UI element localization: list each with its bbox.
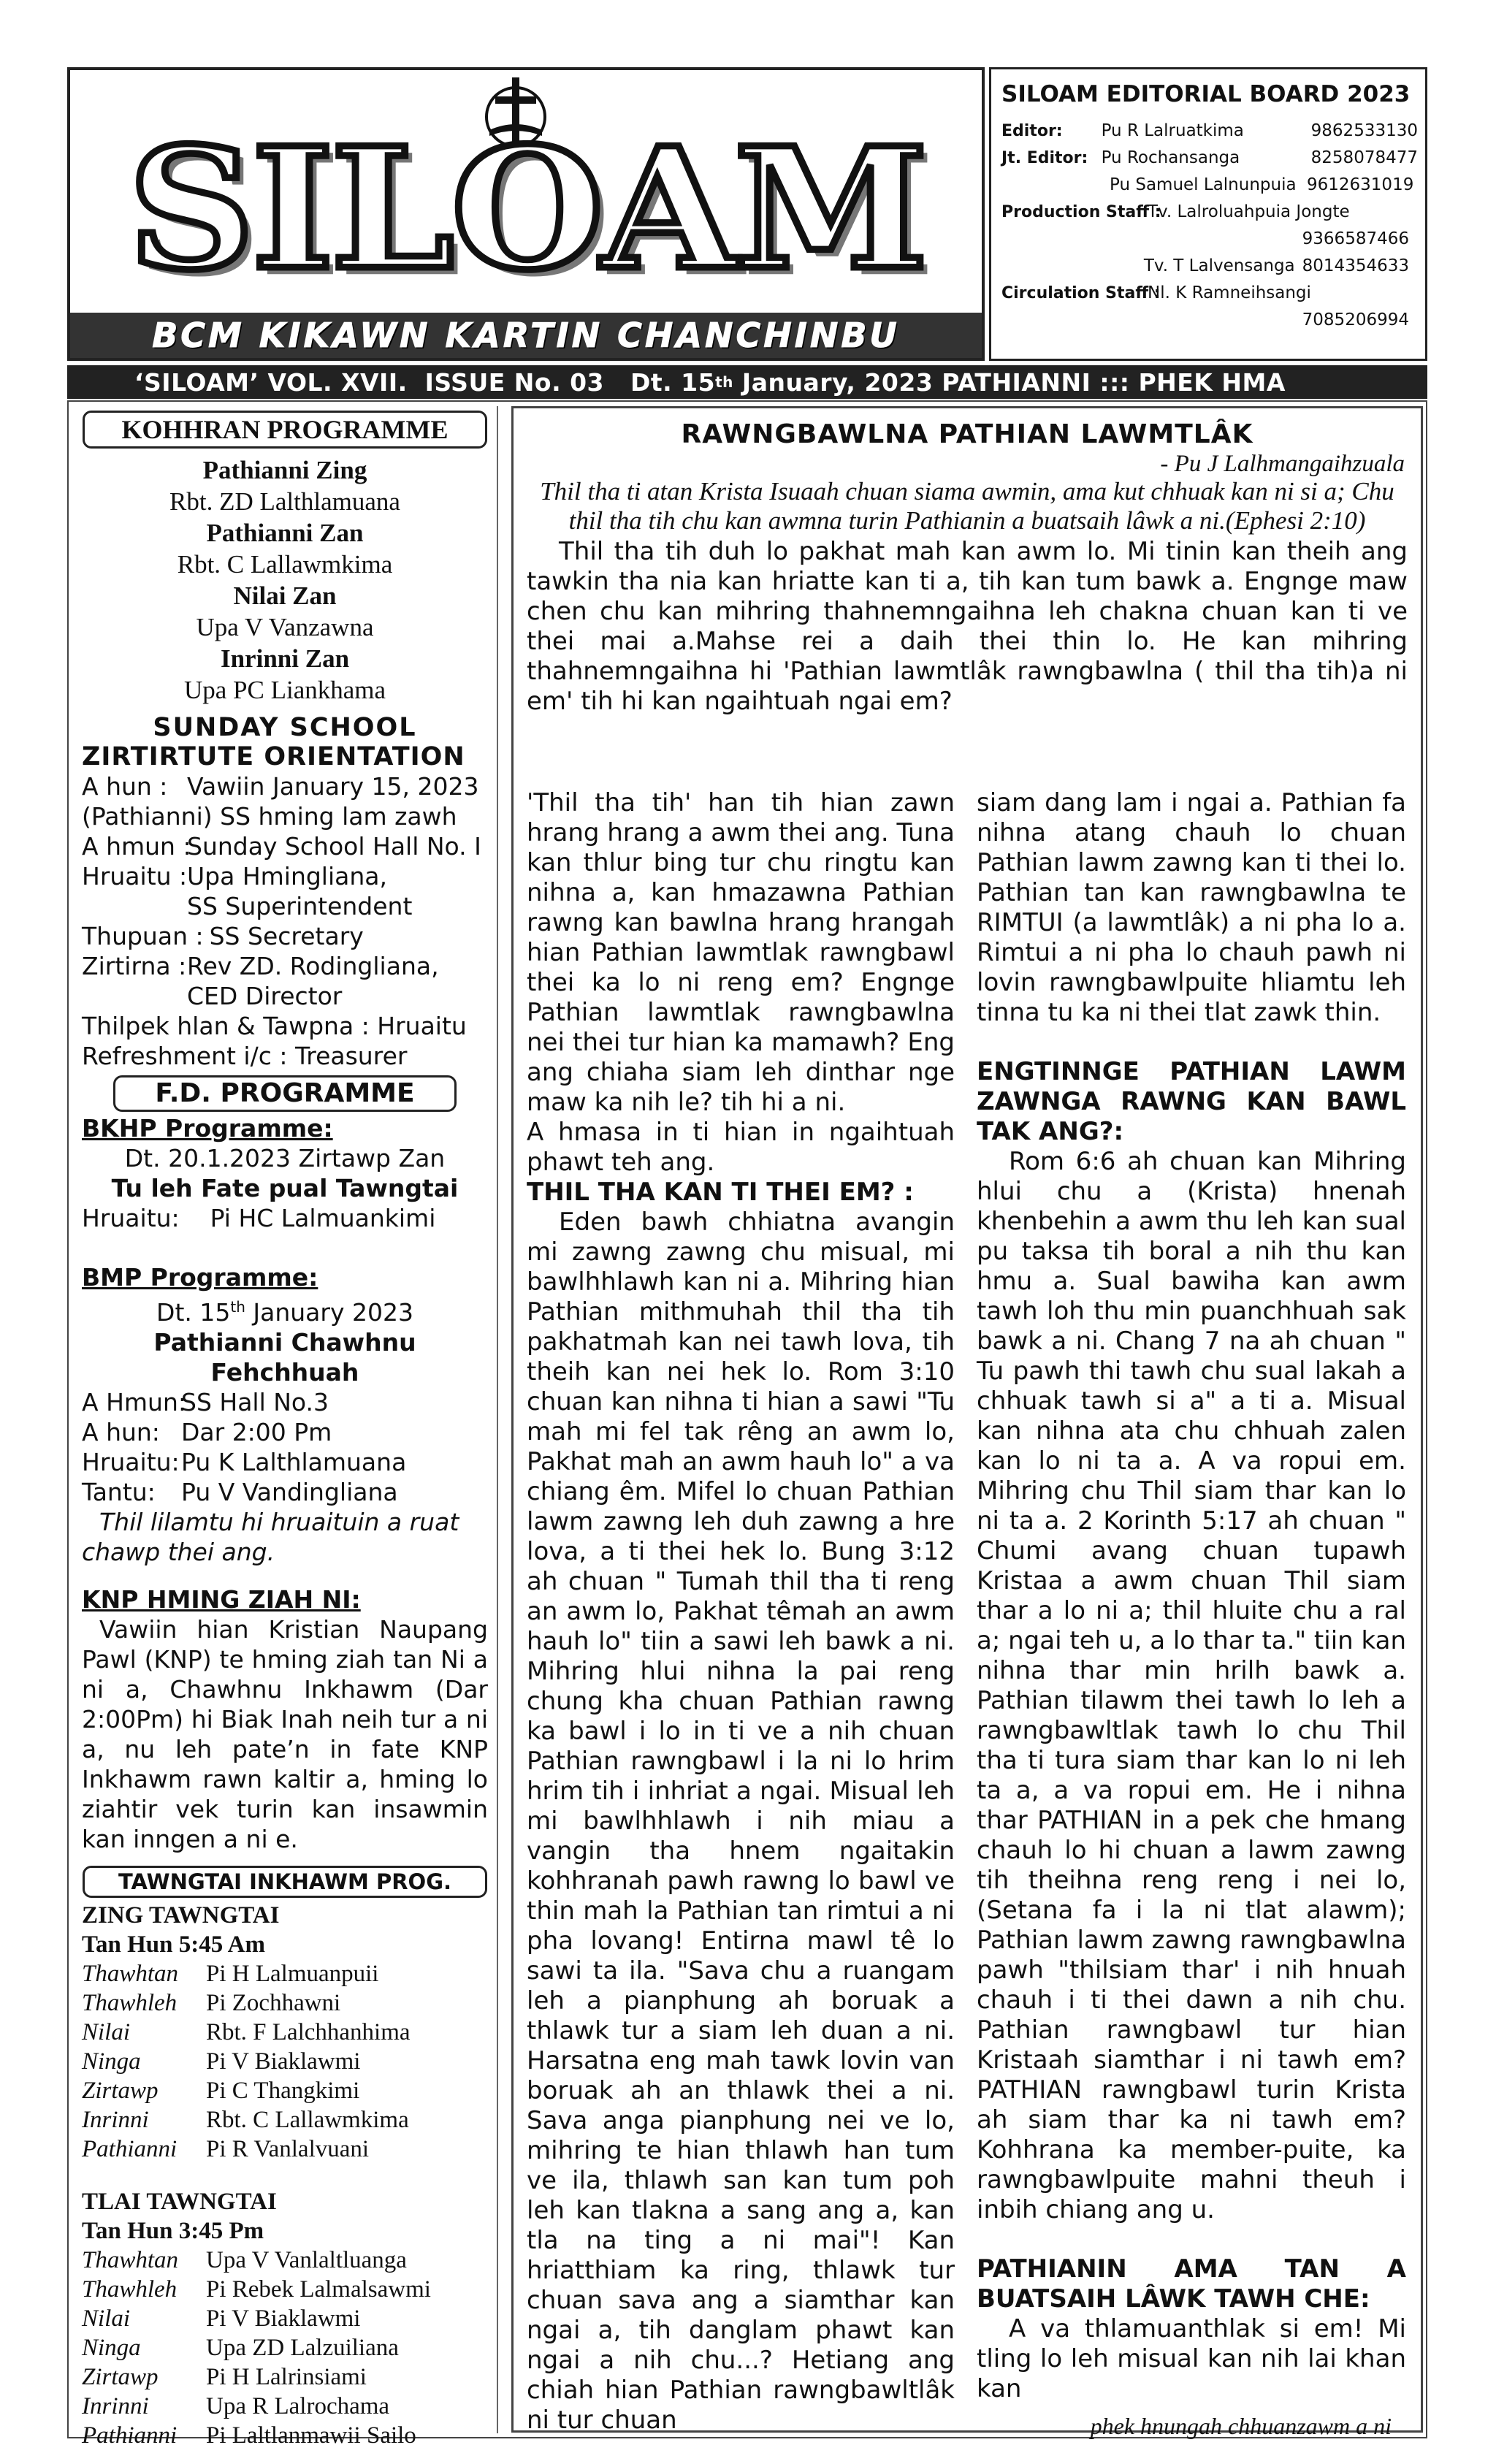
preacher-name: Rbt. C Lallawmkima xyxy=(177,550,393,579)
bkhp-event: Tu leh Fate pual Tawngtai xyxy=(111,1174,459,1202)
schedule-day: Thawhtan xyxy=(82,1961,179,1987)
detail-value: SS Hall No.3 xyxy=(181,1388,329,1416)
staff-name: Tv. Lalroluahpuia Jongte xyxy=(1148,202,1350,221)
article-verse: Thil tha ti atan Krista Isuaah chuan siama awmin, ama kut chhuak kan ni si a; Chu thil tha tih chu kan awmna turin Pathianin a buatsaih lâwk a ni.(Ephesi 2:10) xyxy=(540,477,1394,535)
schedule-row xyxy=(82,2275,431,2304)
schedule-name: Pi V Biaklawmi xyxy=(206,2048,361,2075)
article-paragraph: 'Thil tha tih' han tih hian zawn hrang hrang a awm thei ang. Tuna kan thlur bing tur chu ringtu kan nihna a, kan hmazawna Pathian rawng kan bawlna hrang hrangah hian Pathian lawmtlak rawngbawl thei ka lo ni reng em? Engnge Pathian lawmtlak rawngbawlna nei thei tur hian ka mamawh? Eng ang chiaha siam leh dinthar nge maw ka nih le? tih hi a ni. xyxy=(527,788,955,1117)
masthead-subtitle: BCM KIKAWN KARTIN CHANCHINBU xyxy=(70,313,982,358)
schedule-name: Rbt. F Lalchhanhima xyxy=(206,2019,411,2045)
service-name: Nilai Zan xyxy=(233,581,337,610)
detail-value: (Pathianni) SS hming lam zawh xyxy=(82,802,457,831)
staff-name: Pu R Lalruatkima xyxy=(1101,121,1244,140)
staff-phone: 9862533130 xyxy=(1310,121,1418,140)
zing-schedule xyxy=(82,1959,411,2164)
left-column xyxy=(70,406,498,2449)
schedule-row xyxy=(82,2246,431,2275)
schedule-day: Zirtawp xyxy=(82,2364,159,2390)
article-title: RAWNGBAWLNA PATHIAN LAWMTLÂK xyxy=(681,419,1253,449)
schedule-row xyxy=(82,2047,411,2076)
schedule-name: Pi Rebek Lalmalsawmi xyxy=(206,2276,431,2303)
knp-body: Vawiin hian Kristian Naupang Pawl (KNP) te hming ziah tan Ni a ni a, Chawhnu Inkhawm (Dar 2:00Pm) hi Biak Inah neih tur a ni a, nu leh pate’n in fate KNP Inkhawm rawn kaltir a, hming lo ziahtir vek turin kan insawmin kan inngen a ni e. xyxy=(82,1615,488,1853)
staff-phone: 8014354633 xyxy=(1302,256,1409,275)
bmp-date-month: January 2023 xyxy=(245,1298,413,1327)
detail-label: A hmun : xyxy=(82,832,191,861)
tlai-tawngtai-heading: TLAI TAWNGTAI xyxy=(82,2189,277,2215)
schedule-day: Pathianni xyxy=(82,2136,178,2162)
bmp-note: Thil lilamtu hi hruaituin a ruat chawp thei ang. xyxy=(82,1508,459,1566)
schedule-day: Pathianni xyxy=(82,2422,178,2449)
schedule-name: Pi Zochhawni xyxy=(206,1990,341,2016)
preacher-name: Upa PC Liankhama xyxy=(183,676,386,704)
schedule-row xyxy=(82,2421,431,2450)
schedule-day: Nilai xyxy=(82,2019,131,2045)
schedule-row xyxy=(82,2392,431,2421)
schedule-day: Ninga xyxy=(82,2335,141,2361)
tlai-time: Tan Hun 3:45 Pm xyxy=(82,2218,264,2244)
tlai-schedule xyxy=(82,2246,431,2450)
service-name: Pathianni Zan xyxy=(206,519,364,547)
article-paragraph: A hmasa in ti hian in ngaihtuah phawt teh ang. xyxy=(527,1118,955,1177)
detail-value: Dar 2:00 Pm xyxy=(181,1418,332,1446)
article-paragraph: A va thlamuanthlak si em! Mi tling lo leh misual kan nih lai khan kan xyxy=(977,2314,1406,2403)
staff-phone: 7085206994 xyxy=(1302,310,1409,329)
role-label: Editor: xyxy=(1001,122,1063,140)
preacher-name: Rbt. ZD Lalthlamuana xyxy=(169,487,400,516)
schedule-day: Inrinni xyxy=(82,2393,149,2419)
editorial-row xyxy=(1001,226,1418,253)
schedule-name: Pi Laltlanmawii Sailo xyxy=(206,2422,416,2449)
schedule-row xyxy=(82,1959,411,1988)
detail-value: Thilpek hlan & Tawpna : Hruaitu xyxy=(82,1012,467,1040)
schedule-day: Zirtawp xyxy=(82,2078,159,2104)
detail-value: Upa Hmingliana, xyxy=(187,862,387,890)
knp-heading: KNP HMING ZIAH NI: xyxy=(82,1585,361,1614)
detail-value: Pu K Lalthlamuana xyxy=(181,1448,407,1476)
fd-programme-heading: F.D. PROGRAMME xyxy=(113,1075,457,1112)
schedule-name: Pi V Biaklawmi xyxy=(206,2305,361,2332)
kohhran-list xyxy=(82,454,488,706)
article-box xyxy=(511,406,1423,2439)
detail-value: SS Superintendent xyxy=(187,892,413,920)
schedule-row xyxy=(82,2135,411,2164)
editorial-row xyxy=(1001,199,1418,226)
preacher-name: Upa V Vanzawna xyxy=(196,613,374,641)
article-subheading: ENGTINNGE PATHIAN LAWM ZAWNGA RAWNG KAN BAWL TAK ANG?: xyxy=(977,1057,1406,1146)
sunday-school-details xyxy=(82,771,488,1071)
service-name: Inrinni Zan xyxy=(220,644,350,673)
bkhp-heading: BKHP Programme: xyxy=(82,1114,333,1143)
schedule-day: Thawhleh xyxy=(82,1990,178,2016)
article-paragraph: siam dang lam i ngai a. Pathian fa nihna atang chauh lo chuan Pathian lawm zawng kan ti thei lo. Pathian tan kan rawngbawlna te RIMTUI (a lawmtlâk) a ni pha lo a. Rimtui a ni pha lo chauh pawh ni lovin rawngbawlpuite hliamtu leh tinna tu ka ni thei tlat zawk thin. xyxy=(977,788,1406,1027)
detail-value: Vawiin January 15, 2023 xyxy=(187,772,479,801)
schedule-row xyxy=(82,2333,431,2362)
schedule-row xyxy=(82,2362,431,2392)
issue-date-sup: th xyxy=(715,373,733,391)
issue-info: ‘SILOAM’ VOL. XVII. ISSUE No. 03 Dt. 15 xyxy=(134,367,716,397)
schedule-row xyxy=(82,2018,411,2047)
schedule-row xyxy=(82,2304,431,2333)
editorial-row xyxy=(1001,280,1418,307)
schedule-name: Pi H Lalmuanpuii xyxy=(206,1961,379,1987)
issue-bar xyxy=(67,365,1427,399)
schedule-day: Thawhtan xyxy=(82,2247,179,2273)
article-intro: Thil tha tih duh lo pakhat mah kan awm lo. Mi tinin kan theih ang tawkin tha nia kan hriatte kan ti a, tih kan tum bawk a. Engnge maw chen chu kan mihring thahnemngaihna leh chakna chuan kan ti ve thei mai a.Mahse rei a daih thei thin lo. He kan mihring thahnemngaihna hi 'Pathian lawmtlâk rawngbawlna ( thil tha tih)a ni em' tih hi kan ngaihtuah ngai em? xyxy=(527,537,1408,716)
masthead xyxy=(67,67,985,361)
article-subheading: THIL THA KAN TI THEI EM? : xyxy=(527,1178,914,1207)
schedule-row xyxy=(82,2076,411,2105)
bmp-date-sup: th xyxy=(230,1298,245,1316)
schedule-day: Ninga xyxy=(82,2048,141,2075)
staff-phone: 9366587466 xyxy=(1302,229,1409,248)
kohhran-programme-heading: KOHHRAN PROGRAMME xyxy=(83,411,487,449)
bmp-date-day: Dt. 15 xyxy=(156,1298,231,1327)
detail-label: A hun: xyxy=(82,1418,160,1446)
bkhp-leader: Hruaitu: Pi HC Lalmuankimi xyxy=(82,1204,436,1232)
staff-name: Tv. T Lalvensanga xyxy=(1143,256,1295,275)
detail-label: A Hmun: xyxy=(82,1388,186,1416)
editorial-board-title: SILOAM EDITORIAL BOARD 2023 xyxy=(1001,81,1411,107)
zing-tawngtai-heading: ZING TAWNGTAI xyxy=(82,1902,280,1929)
staff-phone: 9612631019 xyxy=(1307,175,1414,194)
detail-label: Thupuan : xyxy=(82,922,204,950)
editorial-row xyxy=(1001,172,1418,199)
issue-date: January, 2023 PATHIANNI ::: PHEK HMA xyxy=(733,367,1286,397)
detail-label: Hruaitu : xyxy=(82,862,188,890)
detail-label: Tantu: xyxy=(82,1478,156,1506)
bmp-event: Pathianni Chawhnu Fehchhuah xyxy=(153,1328,416,1387)
article-paragraph: Eden bawh chhiatna avangin mi zawng zawng chu misual, mi bawlhhlawh kan ni a. Mihring hian Pathian mithmuhah thil tha tih pakhatmah kan nei tawh lova, tih theih kan nei hek lo. Rom 3:10 chuan kan nihna ti hian a sawi "Tu mah mi fel tak rêng an awm lo, Pakhat mah an awm hauh lo" a va chiang êm. Mifel lo chuan Pathian lawm zawng leh duh zawng a hre lova, a ti thei hek lo. Bung 3:12 ah chuan " Tumah thil tha ti reng an awm lo, Pakhat têmah an awm hauh lo" tiin a sawi leh bawk a ni. Mihring hlui nihna la pai reng chung kha chuan Pathian rawng ka bawl i lo in ti ve a nih chuan Pathian rawngbawl i la ni lo hrim hrim tih i inhriat a ngai. Misual leh mi bawlhhlawh i nih miau a vangin tha hnem ngaitakin kohhranah pawh rawng lo bawl ve thin mah la Pathian tan rimtui a ni pha lovang! Entirna mawl tê lo sawi ta ila. "Sava chu a ruangam leh a pianphung ah boruak a thlawk tur a siam leh duan a ni. Harsatna eng mah tawk lovin van boruak ah an thlawk thei a ni. Sava anga pianphung nei ve lo, mihring te hian thlawh han tum ve ila, thlawh san kan tum poh leh kan tlakna a sang ang a, kan tla na ting a ni mai"! Kan hriatthiam ka ring, thlawk tur chuan sava ang a siamthar kan ngai a, tih danglam phawt kan ngai a nih chu...? Hetiang ang chiah hian Pathian rawngbawltlâk ni tur chuan xyxy=(527,1208,955,2435)
detail-value: Refreshment i/c : Treasurer xyxy=(82,1042,408,1070)
detail-value: SS Secretary xyxy=(209,922,364,950)
detail-value: Pu V Vandingliana xyxy=(181,1478,398,1506)
tawngtai-heading: TAWNGTAI INKHAWM PROG. xyxy=(83,1866,487,1898)
schedule-name: Upa R Lalrochama xyxy=(206,2393,390,2419)
detail-label: Zirtirna : xyxy=(82,952,187,980)
schedule-row xyxy=(82,2105,411,2135)
sunday-school-subheading: ZIRTIRTUTE ORIENTATION xyxy=(82,742,465,771)
schedule-day: Inrinni xyxy=(82,2107,149,2133)
editorial-board xyxy=(989,67,1427,361)
sunday-school-heading: SUNDAY SCHOOL xyxy=(153,713,417,742)
staff-name: Pu Rochansanga xyxy=(1101,148,1240,167)
service-name: Pathianni Zing xyxy=(202,456,367,484)
role-label: Circulation Staff : xyxy=(1001,284,1161,302)
schedule-name: Pi R Vanlalvuani xyxy=(206,2136,370,2162)
editorial-row xyxy=(1001,118,1418,145)
editorial-row xyxy=(1001,307,1418,334)
schedule-name: Pi H Lalrinsiami xyxy=(206,2364,367,2390)
article-column-1 xyxy=(527,788,955,2436)
detail-value: Sunday School Hall No. I xyxy=(187,832,481,861)
staff-phone: 8258078477 xyxy=(1310,148,1418,167)
schedule-name: Upa V Vanlaltluanga xyxy=(206,2247,407,2273)
staff-name: Nl. K Ramneihsangi xyxy=(1148,283,1311,302)
role-label: Jt. Editor: xyxy=(1001,149,1088,167)
detail-value: CED Director xyxy=(187,982,343,1010)
article-subheading: PATHIANIN AMA TAN A BUATSAIH LÂWK TAWH CHE: xyxy=(977,2254,1406,2314)
article-author: - Pu J Lalhmangaihzuala xyxy=(1160,451,1405,477)
siloam-logo: SILOAM xyxy=(128,111,926,307)
schedule-day: Thawhleh xyxy=(82,2276,178,2303)
continued-note: phek hnungah chhuanzawm a ni xyxy=(1090,2413,1392,2439)
detail-label: A hun : xyxy=(82,772,168,801)
schedule-day: Nilai xyxy=(82,2305,131,2332)
schedule-name: Rbt. C Lallawmkima xyxy=(206,2107,409,2133)
schedule-row xyxy=(82,1988,411,2018)
detail-value: Rev ZD. Rodingliana, xyxy=(187,952,439,980)
editorial-row xyxy=(1001,145,1418,172)
role-label: Production Staff : xyxy=(1001,203,1161,221)
staff-name: Pu Samuel Lalnunpuia xyxy=(1110,175,1297,194)
article-paragraph: Rom 6:6 ah chuan kan Mihring hlui chu a (Krista) hnenah khenbehin a awm thu leh kan sual pu taksa tih boral a nih thu kan hmu a. Sual bawiha kan awm tawh loh thu min puanchhuah sak bawk a ni. Chang 7 na ah chuan " Tu pawh thi tawh chu sual lakah a chhuak tawh si a" a ti a. Misual kan nihna ata chu chhuah zalen kan lo ni ta a. A va ropui em. Mihring chu Thil siam thar kan lo ni ta a. 2 Korinth 5:17 ah chuan " Chumi avang chuan tupawh Kristaa a awm chuan Thil siam thar a lo ni a; thil hluite chu a ral a; ngai teh u, a lo thar ta." tiin kan nihna thar min hrilh bawk a. Pathian tilawm thei tawh lo leh a rawngbawltlak tawh lo chu Thil tha ti tura siam thar kan lo ni leh ta a, a va ropui em. He i nihna thar PATHIAN in a pek che hmang chauh lo hi chuan a lawm zawng tih theihna reng reng i nei lo,(Setana fa i la ni tlat alawm); Pathian lawm zawng rawngbawlna pawh "thilsiam thar' i nih hnuah chauh i ti thei dawn a nih chu. Pathian rawngbawl tur hian Kristaah siamthar i ni tawh em? PATHIAN rawngbawl turin Krista ah siam thar ka ni tawh em? Kohhrana ka member-puite, ka rawngbawlpuite mahni theuh i inbih chiang ang u. xyxy=(977,1147,1406,2224)
schedule-name: Upa ZD Lalzuiliana xyxy=(206,2335,399,2361)
zing-time: Tan Hun 5:45 Am xyxy=(82,1931,265,1958)
editorial-row xyxy=(1001,253,1418,280)
bmp-date xyxy=(82,1292,488,1327)
article-column-2 xyxy=(977,788,1406,2442)
bkhp-date: Dt. 20.1.2023 Zirtawp Zan xyxy=(124,1144,446,1172)
bmp-heading: BMP Programme: xyxy=(82,1263,318,1292)
schedule-name: Pi C Thangkimi xyxy=(206,2078,360,2104)
detail-label: Hruaitu: xyxy=(82,1448,180,1476)
